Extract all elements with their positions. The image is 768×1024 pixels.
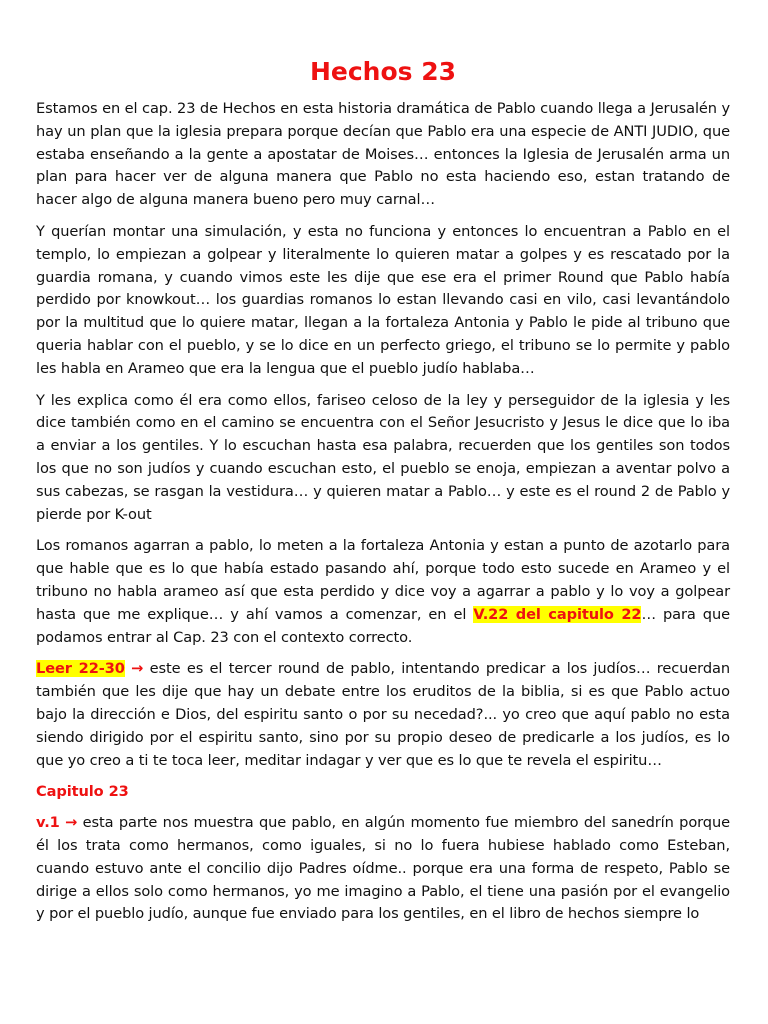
paragraph-1: Estamos en el cap. 23 de Hechos en esta historia dramática de Pablo cuando llega a Jerusalén y hay un plan que la iglesia prepara porque decían que Pablo era una especie de ANTI JUDIO, que estaba enseñando a la gente a apostatar de Moises… entonces la Iglesia de Jerusalén arma un plan para hacer ver de alguna manera que Pablo no esta haciendo eso, estan tratando de hacer algo de alguna manera bueno pero muy carnal… bbox=[36, 100, 731, 209]
document-title: Hechos 23 bbox=[309, 57, 457, 86]
paragraph-4-text-after: … para que podamos entrar al Cap. 23 con el contexto correcto. bbox=[36, 605, 730, 646]
paragraph-4 bbox=[36, 535, 730, 649]
right-arrow-icon: → bbox=[131, 660, 144, 678]
paragraph-5 bbox=[36, 658, 730, 772]
section-heading: Capitulo 23 bbox=[36, 783, 129, 801]
paragraph-4-text-before: Los romanos agarran a pablo, lo meten a la fortaleza Antonia y estan a punto de azotarlo para que hable que es lo que había estado pasando ahí, porque todo esto sucede en Arameo y el tribuno no habla arameo así que esta perdido y dice voy a agarrar a pablo y lo voy a golpear hasta que me explique… y ahí vamos a comenzar, en el bbox=[36, 537, 730, 623]
paragraph-6 bbox=[36, 812, 730, 926]
document-page bbox=[36, 54, 730, 935]
verse-label: v.1 bbox=[36, 814, 60, 832]
right-arrow-icon: → bbox=[65, 814, 78, 832]
reading-reference-highlight: Leer 22-30 bbox=[36, 660, 125, 678]
paragraph-3: Y les explica como él era como ellos, fariseo celoso de la ley y perseguidor de la iglesia y les dice también como en el camino se encuentra con el Señor Jesucristo y Jesus le dice que lo iba a enviar a los gentiles. Y lo escuchan hasta esa palabra, recuerden que los gentiles son todos los que no son judíos y cuando escuchan esto, el pueblo se enoja, empiezan a aventar polvo a sus cabezas, se rasgan la vestidura… y quieren matar a Pablo… y este es el round 2 de Pablo y pierde por K-out bbox=[36, 391, 730, 523]
paragraph-2: Y querían montar una simulación, y esta no funciona y entonces lo encuentran a Pablo en el templo, lo empiezan a golpear y literalmente lo quieren matar a golpes y es rescatado por la guardia romana, y cuando vimos este les dije que ese era el primer Round que Pablo había perdido por knowkout… los guardias romanos lo estan llevando casi en vilo, casi levantándolo por la multitud que lo quiere matar, llegan a la fortaleza Antonia y Pablo le pide al tribuno que queria hablar con el pueblo, y se lo dice en un perfecto griego, el tribuno se lo permite y pablo les habla en Arameo que era la lengua que el pueblo judío hablaba… bbox=[36, 222, 730, 377]
verse-reference-highlight: V.22 del capitulo 22 bbox=[473, 605, 642, 623]
paragraph-5-text: este es el tercer round de pablo, intentando predicar a los judíos… recuerdan también que les dije que hay un debate entre los eruditos de la biblia, si es que Pablo actuo bajo la dirección e Dios, del espiritu santo o por su necedad?... yo creo que aquí pablo no esta siendo dirigido por el espiritu santo, sino por su propio deseo de predicarle a los judíos, es lo que yo creo a ti te toca leer, meditar indagar y ver que es lo que te revela el espiritu… bbox=[36, 660, 730, 769]
paragraph-6-text: esta parte nos muestra que pablo, en algún momento fue miembro del sanedrín porque él los trata como hermanos, como iguales, si no lo fuera hubiese hablado como Esteban, cuando estuvo ante el concilio dijo Padres oídme.. porque era una forma de respeto, Pablo se dirige a ellos solo como hermanos, yo me imagino a Pablo, el tiene una pasión por el evangelio y por el pueblo judío, aunque fue enviado para los gentiles, en el libro de hechos siempre lo bbox=[36, 814, 730, 923]
